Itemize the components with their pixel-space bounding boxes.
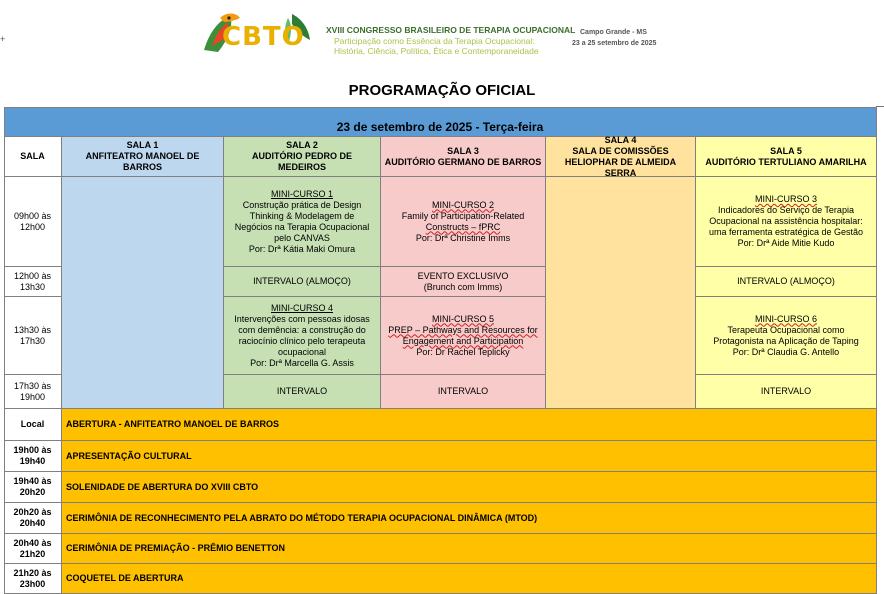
day-header: 23 de setembro de 2025 - Terça-feira xyxy=(4,107,877,137)
evening-time-3: 19h40 às 20h20 xyxy=(4,472,62,503)
mini-curso-6[interactable]: MINI-CURSO 6 Terapeuta Ocupacional como Protagonista na Aplicação de Taping Por: Drª Claudia G. Antello xyxy=(696,297,877,375)
time-slot-4: 17h30 às 19h00 xyxy=(4,375,62,409)
evening-event-apresentacao: APRESENTAÇÃO CULTURAL xyxy=(62,441,877,472)
page-title: PROGRAMAÇÃO OFICIAL xyxy=(348,82,536,99)
schedule-table xyxy=(4,107,877,594)
evening-time-6: 21h20 às 23h00 xyxy=(4,564,62,594)
evening-event-coquetel: COQUETEL DE ABERTURA xyxy=(62,564,877,594)
intervalo-sala-2: INTERVALO xyxy=(224,375,381,409)
sala-column-header: SALA xyxy=(4,137,62,177)
time-slot-1: 09h00 às 12h00 xyxy=(4,177,62,267)
evening-event-abertura: ABERTURA - ANFITEATRO MANOEL DE BARROS xyxy=(62,409,877,441)
mini-curso-1[interactable]: MINI-CURSO 1 Construção prática de Design Thinking & Modelagem de Negócios na Terapia Ocupacional pelo CANVAS Por: Drª Kátia Maki Omura xyxy=(224,177,381,267)
intervalo-sala-5: INTERVALO xyxy=(696,375,877,409)
mini-curso-2[interactable]: MINI-CURSO 2 Family of Participation-Related Constructs – fPRC Por: Drª Christine Imms xyxy=(381,177,546,267)
evening-time-4: 20h20 às 20h40 xyxy=(4,503,62,534)
room-header-sala-4: SALA 4 SALA DE COMISSÕES HELIOPHAR DE ALMEIDA SERRA xyxy=(546,137,696,177)
sala-4-empty-block xyxy=(546,177,696,409)
intervalo-almoco-sala-2: INTERVALO (ALMOÇO) xyxy=(224,267,381,297)
sala-1-empty-block xyxy=(62,177,224,409)
cbto-logo-text: CBTO xyxy=(222,22,305,52)
mini-curso-3[interactable]: MINI-CURSO 3 Indicadores do Serviço de Terapia Ocupacional na assistência hospitalar: uma ferramenta estratégica de Gestão Por: Drª Aide Mitie Kudo xyxy=(696,177,877,267)
time-slot-2: 12h00 às 13h30 xyxy=(4,267,62,297)
event-header xyxy=(0,0,884,62)
evening-time-5: 20h40 às 21h20 xyxy=(4,534,62,564)
room-header-sala-5: SALA 5 AUDITÓRIO TERTULIANO AMARILHA xyxy=(696,137,877,177)
evening-event-solenidade: SOLENIDADE DE ABERTURA DO XVIII CBTO xyxy=(62,472,877,503)
evening-event-reconhecimento: CERIMÔNIA DE RECONHECIMENTO PELA ABRATO DO MÉTODO TERAPIA OCUPACIONAL DINÂMICA (MTOD) xyxy=(62,503,877,534)
intervalo-sala-3: INTERVALO xyxy=(381,375,546,409)
evening-time-2: 19h00 às 19h40 xyxy=(4,441,62,472)
congress-title: XVIII CONGRESSO BRASILEIRO DE TERAPIA OCUPACIONAL xyxy=(326,25,576,35)
move-handle-icon[interactable]: + xyxy=(0,34,6,44)
room-header-sala-1: SALA 1 ANFITEATRO MANOEL DE BARROS xyxy=(62,137,224,177)
event-city: Campo Grande - MS xyxy=(580,29,647,36)
mini-curso-4[interactable]: MINI-CURSO 4 Intervenções com pessoas idosas com demência: a construção do raciocínio clínico pelo terapeuta ocupacional Por: Drª Marcella G. Assis xyxy=(224,297,381,375)
time-slot-3: 13h30 às 17h30 xyxy=(4,297,62,375)
congress-subtitle: Participação como Essência da Terapia Ocupacional: História, Ciência, Política, Ética e Contemporaneidade xyxy=(334,36,539,56)
evening-event-premiacao: CERIMÔNIA DE PREMIAÇÃO - PRÊMIO BENETTON xyxy=(62,534,877,564)
event-dates: 23 a 25 setembro de 2025 xyxy=(572,40,657,47)
evento-exclusivo[interactable]: EVENTO EXCLUSIVO (Brunch com Imms) xyxy=(381,267,546,297)
intervalo-almoco-sala-5: INTERVALO (ALMOÇO) xyxy=(696,267,877,297)
mini-curso-5[interactable]: MINI-CURSO 5 PREP – Pathways and Resources for Engagement and Participation Por: Dr Rachel Teplicky xyxy=(381,297,546,375)
page-divider xyxy=(876,106,884,107)
room-header-sala-2: SALA 2 AUDITÓRIO PEDRO DE MEDEIROS xyxy=(224,137,381,177)
room-header-sala-3: SALA 3 AUDITÓRIO GERMANO DE BARROS xyxy=(381,137,546,177)
evening-time-local: Local xyxy=(4,409,62,441)
